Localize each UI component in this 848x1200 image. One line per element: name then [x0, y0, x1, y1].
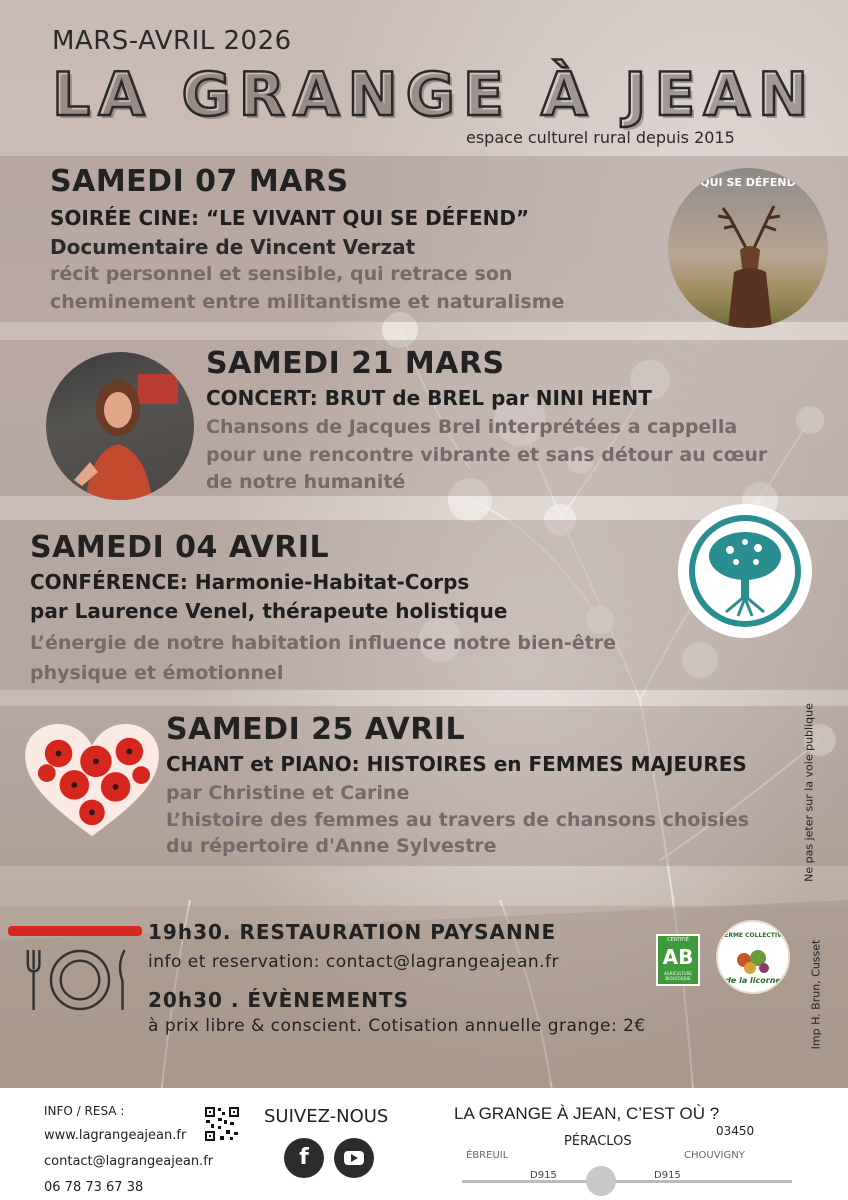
tree-of-life-icon [678, 504, 812, 638]
poppy-heart-image [22, 722, 162, 840]
singer-photo [46, 352, 194, 500]
film-poster-image [668, 168, 828, 328]
email-link[interactable]: contact@lagrangeajean.fr [44, 1154, 214, 1169]
no-litter-notice: Ne pas jeter sur la voie publique [802, 703, 816, 882]
printer-credit: Imp H. Brun, Cusset [809, 939, 823, 1050]
road-right-label: D915 [654, 1170, 681, 1181]
event-1-title: SOIRÉE CINE: “LE VIVANT QUI SE DÉFEND” [50, 206, 530, 230]
event-2-description-line-1: Chansons de Jacques Brel interprétées a cappella [206, 416, 738, 438]
event-1-description-line-2: cheminement entre militantisme et naturalisme [50, 291, 565, 313]
postcode: 03450 [716, 1124, 755, 1138]
event-4-title: CHANT et PIANO: HISTOIRES en FEMMES MAJEURES [166, 752, 747, 776]
film-poster-caption: QUI SE DÉFEND [700, 176, 796, 189]
youtube-play-glyph [334, 1138, 374, 1178]
deer-icon [668, 168, 828, 328]
tree-logo [678, 504, 812, 638]
event-2-title: CONCERT: BRUT de BREL par NINI HENT [206, 386, 652, 410]
event-3-description-line-2: physique et émotionnel [30, 662, 284, 684]
ab-organic-logo [656, 934, 700, 986]
ferme-logo-line-2: de la licorne [725, 976, 781, 985]
date-range: MARS-AVRIL 2026 [52, 26, 292, 56]
events-price-info: à prix libre & conscient. Cotisation annuelle grange: 2€ [148, 1016, 646, 1036]
event-2-description-line-3: de notre humanité [206, 471, 406, 493]
ab-logo-top-text: CERTIFIÉ [667, 937, 689, 943]
event-2-description-line-2: pour une rencontre vibrante et sans détour au cœur [206, 444, 768, 466]
dinner-reservation-info: info et reservation: contact@lagrangeajean.fr [148, 952, 560, 972]
follow-us-label: SUIVEZ-NOUS [264, 1106, 389, 1127]
map-road [462, 1180, 792, 1183]
ferme-collective-logo [716, 920, 790, 994]
info-label: INFO / RESA : [44, 1104, 125, 1118]
singer-icon [46, 352, 194, 500]
event-3-date: SAMEDI 04 AVRIL [30, 530, 330, 565]
venue-title: LA GRANGE À JEAN [52, 60, 817, 130]
event-1-date: SAMEDI 07 MARS [50, 164, 349, 199]
event-4-date: SAMEDI 25 AVRIL [166, 712, 466, 747]
ferme-logo-line-1: FERME COLLECTIVE [720, 932, 786, 939]
event-4-description-line-1: L’histoire des femmes au travers de chansons choisies [166, 809, 750, 831]
events-time: 20h30 . ÉVÈNEMENTS [148, 988, 409, 1012]
road-left-label: D915 [530, 1170, 557, 1181]
town-name: PÉRACLOS [564, 1134, 632, 1149]
town-right: CHOUVIGNY [684, 1150, 745, 1161]
event-1-description-line-1: récit personnel et sensible, qui retrace son [50, 263, 513, 285]
event-3-description-line-1: L’énergie de notre habitation influence notre bien-être [30, 632, 617, 654]
location-question: LA GRANGE À JEAN, C’EST OÙ ? [454, 1104, 720, 1123]
plate-cutlery-icon [22, 946, 138, 1014]
map-roundabout [586, 1166, 616, 1196]
phone-number[interactable]: 06 78 73 67 38 [44, 1180, 144, 1195]
dinner-time: 19h30. RESTAURATION PAYSANNE [148, 920, 557, 944]
ab-logo-letters: AB [662, 945, 694, 969]
qr-code-icon[interactable] [204, 1106, 240, 1142]
event-3-speaker: par Laurence Venel, thérapeute holistique [30, 599, 508, 623]
event-3-title: CONFÉRENCE: Harmonie-Habitat-Corps [30, 570, 470, 594]
town-left: ÉBREUIL [466, 1150, 509, 1161]
facebook-icon[interactable]: f [284, 1138, 324, 1178]
youtube-icon[interactable] [334, 1138, 374, 1178]
ab-logo-bottom-text: AGRICULTURE BIOLOGIQUE [664, 971, 692, 981]
red-brush-stroke [8, 926, 142, 936]
event-4-performers: par Christine et Carine [166, 782, 410, 804]
event-4-description-line-2: du répertoire d'Anne Sylvestre [166, 835, 497, 857]
event-2-date: SAMEDI 21 MARS [206, 346, 505, 381]
website-link[interactable]: www.lagrangeajean.fr [44, 1128, 187, 1143]
event-1-subtitle: Documentaire de Vincent Verzat [50, 235, 416, 259]
venue-subtitle: espace culturel rural depuis 2015 [466, 128, 735, 147]
